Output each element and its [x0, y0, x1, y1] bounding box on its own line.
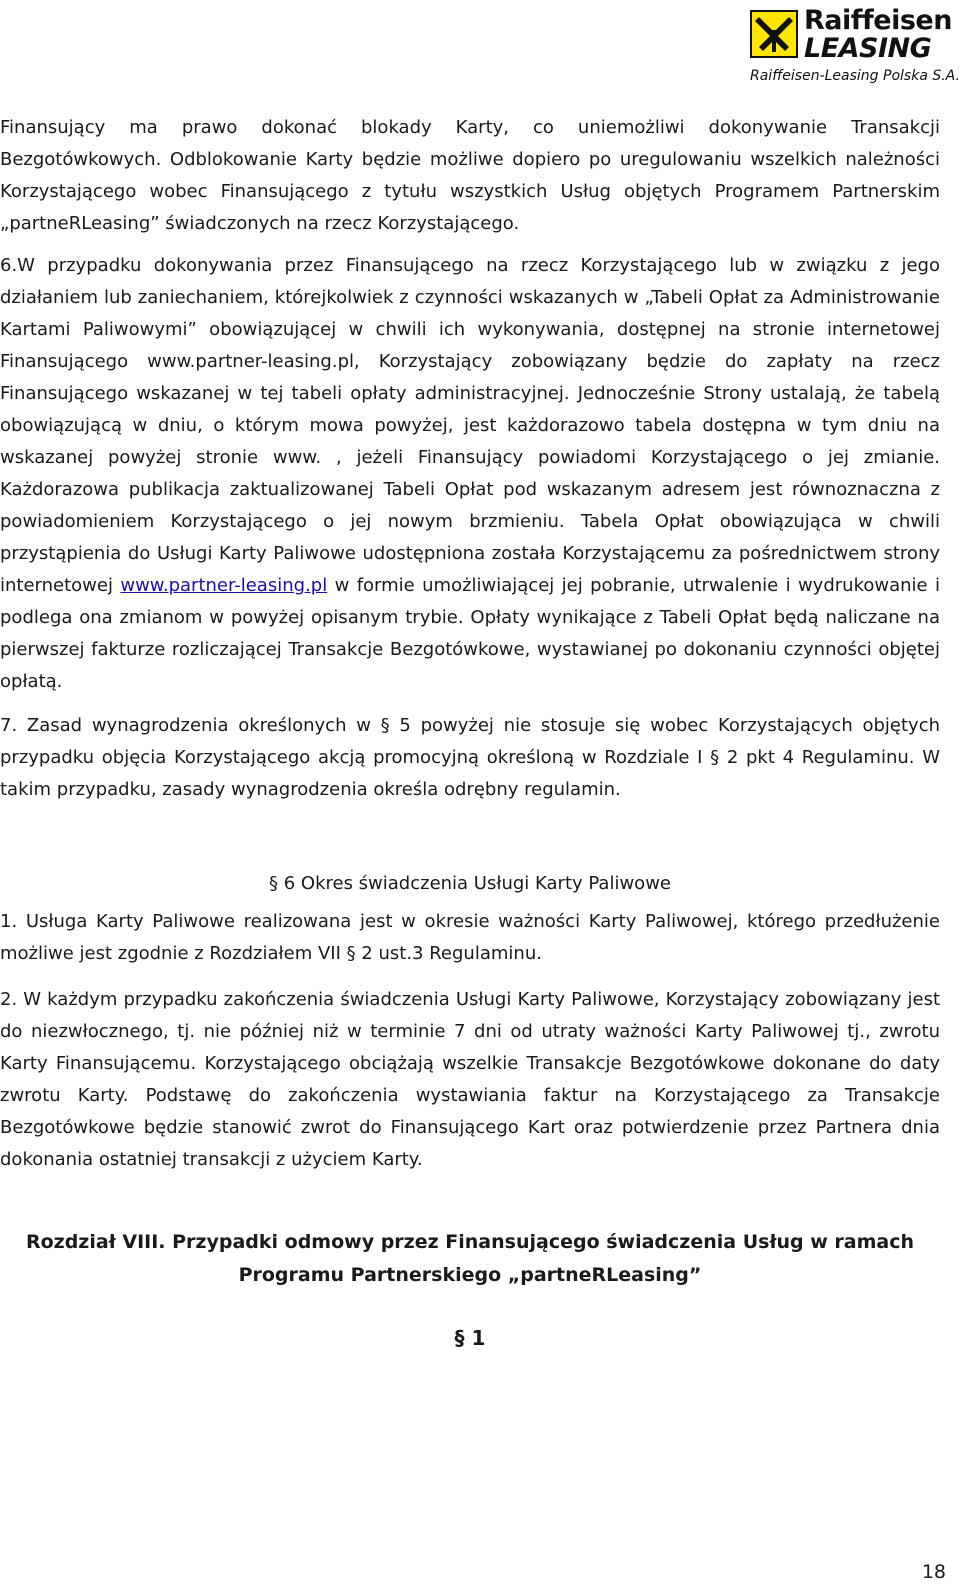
raiffeisen-gable-cross-icon [750, 10, 798, 58]
chapter-viii-title: Rozdział VIII. Przypadki odmowy przez Finansującego świadczenia Usług w ramach Programu Partnerskiego „partneRLeasing” [25, 1231, 915, 1286]
document-body [0, 112, 940, 1354]
paragraph-6-2-termination: 2. W każdym przypadku zakończenia świadczenia Usługi Karty Paliwowe, Korzystający zobowiązany jest do niezwłocznego, tj. nie później niż w terminie 7 dni od utraty ważności Karty Paliwowej tj., zwrotu Karty Finansującemu. Korzystającego obciążają wszelkie Transakcje Bezgotówkowe dokonane do daty zwrotu Karty. Podstawę do zakończenia wystawiania faktur na Korzystającego za Transakcje Bezgotówkowe będzie stanowić zwrot do Finansującego Kart oraz potwierdzenie przez Partnera dnia dokonania ostatniej transakcji z użyciem Karty. [0, 989, 940, 1170]
paragraph-6-1-validity: 1. Usługa Karty Paliwowe realizowana jest w okresie ważności Karty Paliwowej, którego przedłużenie możliwe jest zgodnie z Rozdziałem VII § 2 ust.3 Regulaminu. [0, 911, 940, 964]
gable-cross-graphic [752, 12, 796, 56]
paragraph-sign-1: § 1 [454, 1326, 486, 1350]
logo-brand-name: Raiffeisen [804, 5, 952, 36]
paragraph-6-text-end: w formie umożliwiającej jej pobranie, utrwalenie i wydrukowanie i podlega ona zmianom w powyżej opisanym trybie. Opłaty wynikające z Tabeli Opłat będą naliczane na pierwszej fakturze rozliczającej Transakcje Bezgotówkowe, wystawianej po dokonaniu czynności objętej opłatą. [0, 575, 940, 692]
raiffeisen-leasing-logo [750, 5, 960, 84]
partner-leasing-link[interactable]: www.partner-leasing.pl [120, 575, 328, 596]
paragraph-6-text-start: 6.W przypadku dokonywania przez Finansującego na rzecz Korzystającego lub w związku z jego działaniem lub zaniechaniem, którejkolwiek z czynności wskazanych w „Tabeli Opłat za Administrowanie Kartami Paliwowymi” obowiązującej w chwili ich wykonywania, dostępnej na stronie internetowej Finansującego www.partner-leasing.pl, Korzystający zobowiązany będzie do zapłaty na rzecz Finansującego wskazanej w tej tabeli opłaty administracyjnej. Jednocześnie Strony ustalają, że tabelą obowiązującą w dniu, o którym mowa powyżej, jest każdorazowo tabela dostępna w tym dniu na wskazanej powyżej stronie www. , jeżeli Finansujący powiadomi Korzystającego o jej zmianie. Każdorazowa publikacja zaktualizowanej Tabeli Opłat pod wskazanym adresem jest równoznaczna z powiadomieniem Korzystającego o jej nowym brzmieniu. Tabela Opłat obowiązująca w chwili przystąpienia do Usługi Karty Paliwowe udostępniona została Korzystającemu za pośrednictwem strony internetowej [0, 255, 940, 596]
paragraph-6-fees [0, 250, 940, 698]
section-heading-6: § 6 Okres świadczenia Usługi Karty Paliwowe [269, 873, 671, 894]
paragraph-7-remuneration: 7. Zasad wynagrodzenia określonych w § 5 powyżej nie stosuje się wobec Korzystających objętych przypadku objęcia Korzystającego akcją promocyjną określoną w Rozdziale I § 2 pkt 4 Regulaminu. W takim przypadku, zasady wynagrodzenia określa odrębny regulamin. [0, 715, 940, 800]
paragraph-card-blocking: Finansujący ma prawo dokonać blokady Karty, co uniemożliwi dokonywanie Transakcji Bezgotówkowych. Odblokowanie Karty będzie możliwe dopiero po uregulowaniu wszelkich należności Korzystającego wobec Finansującego z tytułu wszystkich Usług objętych Programem Partnerskim „partneRLeasing” świadczonych na rzecz Korzystającego. [0, 117, 940, 234]
logo-product-name: LEASING [804, 33, 932, 64]
logo-company-name: Raiffeisen-Leasing Polska S.A. [750, 68, 960, 84]
page-number: 18 [921, 1561, 946, 1583]
